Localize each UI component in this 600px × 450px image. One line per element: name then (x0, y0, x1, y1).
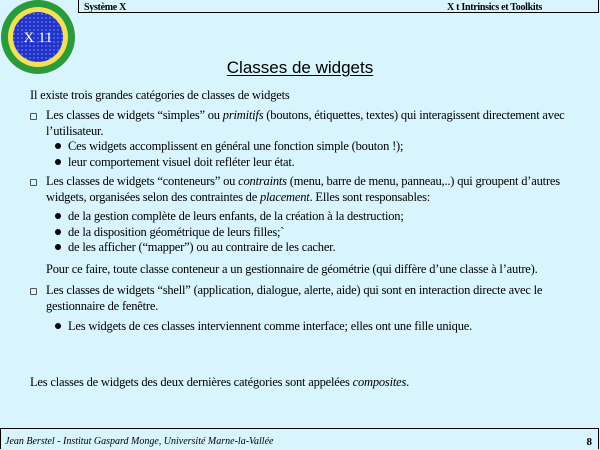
square-bullet-icon (30, 113, 37, 120)
dot-bullet-icon (55, 143, 61, 149)
conclusion-text: Les classes de widgets des deux dernières catégories sont appelées composites. (30, 375, 410, 389)
square-bullet-icon (30, 179, 37, 186)
logo-label: X 11 (23, 30, 53, 46)
dot-bullet-icon (55, 159, 61, 165)
slide-title: Classes de widgets (226, 58, 374, 77)
bullet-containers: Les classes de widgets “conteneurs” ou contraints (menu, barre de menu, panneau,..) qui groupent d’autres widgets, organisées selon des contraintes de placement. Elles sont responsables: (30, 174, 580, 205)
dot-bullet-icon (55, 244, 61, 250)
square-bullet-icon (30, 288, 37, 295)
sub-bullet: de la disposition géométrique de leurs filles;` (30, 225, 580, 241)
intro-text: Il existe trois grandes catégories de classes de widgets (30, 88, 290, 102)
header-left: Système X (84, 2, 127, 13)
sub-bullet: de les afficher (“mapper”) ou au contraire de les cacher. (30, 240, 580, 256)
bullet-primitives: Les classes de widgets “simples” ou primitifs (boutons, étiquettes, textes) qui interagissent directement avec l’utilisateur. (30, 108, 580, 139)
dot-bullet-icon (55, 323, 61, 329)
sub-bullet: Ces widgets accomplissent en général une fonction simple (bouton !); (30, 139, 580, 155)
sub-bullet: de la gestion complète de leurs enfants, de la création à la destruction; (30, 209, 580, 225)
header-right: X t Intrinsics et Toolkits (447, 2, 542, 13)
sub-bullet: Les widgets de ces classes interviennent comme interface; elles ont une fille unique. (30, 319, 580, 335)
footer-author: Jean Berstel - Institut Gaspard Monge, Université Marne-la-Vallée (5, 436, 274, 447)
geometry-manager-note: Pour ce faire, toute classe conteneur a un gestionnaire de géométrie (qui diffère d’une classe à l’autre). (46, 261, 538, 276)
page-number: 8 (586, 436, 592, 448)
bullet-shells: Les classes de widgets “shell” (application, dialogue, alerte, aide) qui sont en interaction directe avec le gestionnaire de fenêtre. (30, 283, 580, 314)
dot-bullet-icon (55, 229, 61, 235)
bullet-list (30, 108, 580, 335)
sub-bullet: leur comportement visuel doit refléter leur état. (30, 155, 580, 171)
dot-bullet-icon (55, 213, 61, 219)
